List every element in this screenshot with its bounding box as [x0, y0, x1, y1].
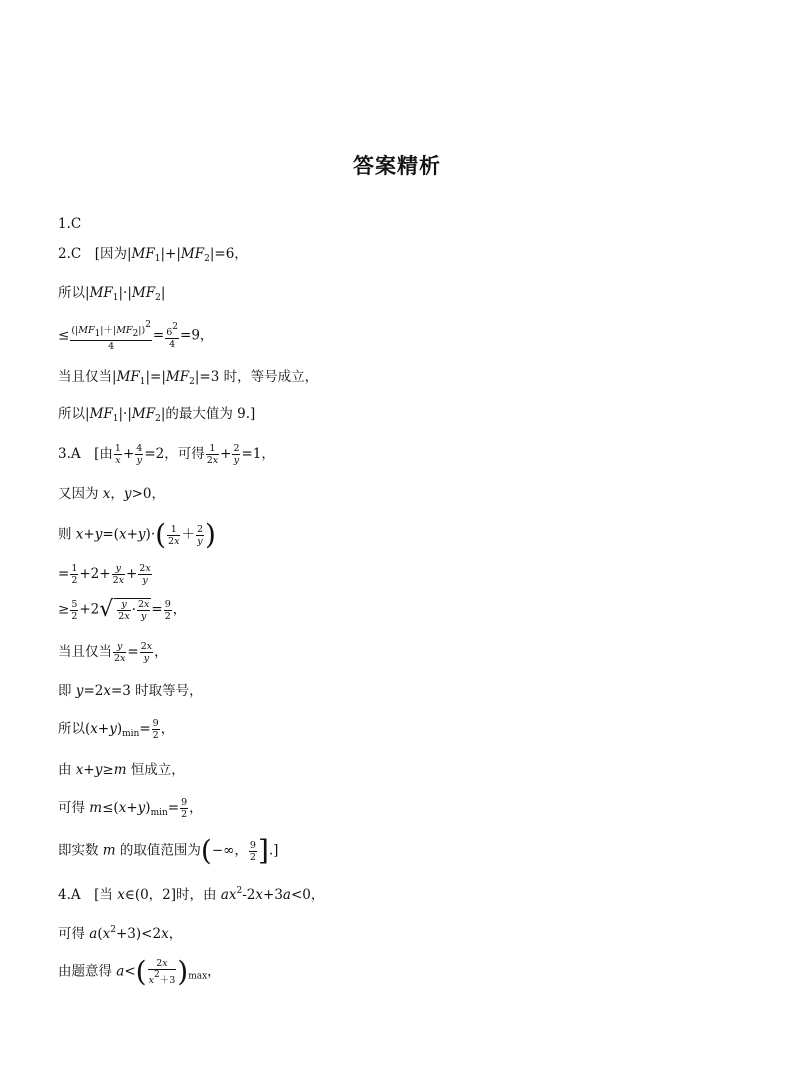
answer-line-19: 可得 $a(x^2+3)<2x$，	[58, 925, 183, 942]
answer-line-3: 所以$|MF_1|\cdot|MF_2|$	[58, 285, 166, 303]
page-title: 答案精析	[353, 154, 441, 178]
answer-line-12: 当且仅当 $\frac{y}{2x}$ = $\frac{2x}{y}$ ，	[58, 641, 168, 664]
answer-line-9: 则 x+y=(x+y)·( $\frac{1}{2x}$ ＋ $\frac{2}{y}$ )	[58, 518, 216, 551]
answer-line-6: 所以$|MF_1|\cdot|MF_2|$的最大值为 9.]	[58, 406, 256, 424]
t01	[0, 0, 1, 1]
answer-line-15: 由 x+y≥m 恒成立，	[58, 762, 185, 778]
answer-line-18: 4.A [当 x∈(0，2]时，由 $ax^2-2x+3a<0$，	[58, 886, 325, 903]
answer-line-2: 2.C [因为$|MF_1|+|MF_2|=6$，	[58, 246, 248, 264]
answer-line-10: = $\frac{1}{2}$ +2+ $\frac{y}{2x}$ + $\frac{2x}{y}$	[58, 563, 151, 586]
answer-line-20: 由题意得 a<( $\frac{2x}{x^2+3}$ )$_{max}$，	[58, 955, 221, 988]
answer-line-14: 所以$(x+y)_{min}=$ $\frac{9}{2}$ ，	[58, 718, 175, 741]
answer-line-8: 又因为 x，y>0，	[58, 486, 165, 502]
answer-line-1: 1.C	[58, 216, 82, 232]
answer-line-16: 可得 $m\le(x+y)_{min}=$ $\frac{9}{2}$ ，	[58, 797, 203, 820]
answer-line-5: 当且仅当$|MF_1|=|MF_2|=3$ 时，等号成立，	[58, 369, 319, 387]
fraction: $\frac{(|MF_1|+|MF_2|)^2}{4}$	[71, 320, 151, 352]
answer-line-11: ≥ $\frac{5}{2}$ +2√ $\frac{y}{2x}$ · $\frac{2x}{y}$ = $\frac{9}{2}$ ，	[58, 597, 187, 622]
answer-line-13: 即 y=2x=3 时取等号，	[58, 683, 203, 699]
text-layer	[0, 0, 1, 1]
answer-line-17: 即实数 m 的取值范围为(−∞， $\frac{9}{2}$ ].]	[58, 834, 279, 867]
answer-line-4: ≤ $\frac{(|MF_1|+|MF_2|)^2}{4}$ = $\frac{6^2}{4}$ =9，	[58, 320, 214, 352]
answer-line-7: 3.A [由 $\frac{1}{x}$ + $\frac{4}{y}$ =2，可得 $\frac{1}{2x}$ + $\frac{2}{y}$ =1，	[58, 443, 275, 466]
